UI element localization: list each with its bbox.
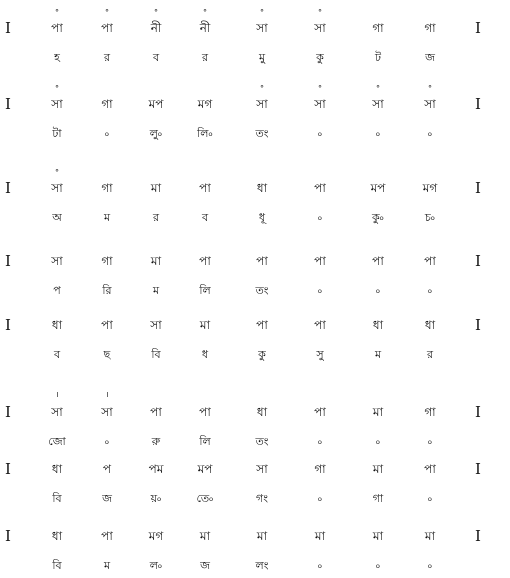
octave-dot: ° (318, 84, 322, 93)
swara-note: সা (101, 405, 113, 419)
swara-note: সা (256, 97, 268, 111)
lyric-syllable: টা (52, 127, 62, 140)
swara-note: মগ (197, 97, 213, 111)
lyric-syllable: জ (200, 559, 210, 572)
swara-note: ধা (51, 462, 63, 476)
lyric-syllable: ৹ (317, 127, 323, 140)
octave-dot: ° (55, 8, 59, 17)
swara-note: পা (256, 254, 268, 268)
lyric-row (0, 124, 510, 144)
swara-note: সা (314, 97, 326, 111)
swara-note: মা (372, 529, 384, 543)
swara-note: গা (372, 21, 384, 35)
swara-row (0, 168, 510, 198)
swara-note: মা (150, 254, 162, 268)
swara-note: পা (199, 181, 211, 195)
lyric-syllable: র (152, 211, 160, 224)
barline-right: I (475, 19, 481, 37)
swara-note: ধা (51, 529, 63, 543)
barline-right: I (475, 252, 481, 270)
swara-note: মা (150, 181, 162, 195)
barline-right: I (475, 460, 481, 478)
lyric-syllable: ৹ (104, 127, 110, 140)
swara-note: পা (314, 405, 326, 419)
swara-note: মা (372, 462, 384, 476)
swara-note: মা (199, 318, 211, 332)
swara-note: পা (372, 254, 384, 268)
octave-dot: ° (260, 8, 264, 17)
barline-left: I (5, 403, 11, 421)
lyric-syllable: ৹ (375, 284, 381, 297)
swara-note: সা (314, 21, 326, 35)
lyric-syllable: লি৹ (197, 127, 213, 140)
swara-note: গা (101, 97, 113, 111)
swara-note: পা (314, 254, 326, 268)
lyric-syllable: মু (258, 51, 266, 64)
lyric-syllable: ম (103, 559, 111, 572)
swara-note: ধা (372, 318, 384, 332)
swara-note: মা (424, 529, 436, 543)
swara-note: নী (199, 21, 211, 35)
lyric-row (0, 281, 510, 301)
lyric-syllable: য়৹ (150, 492, 162, 505)
lyric-syllable: তে৹ (196, 492, 214, 505)
lyric-row (0, 556, 510, 576)
lyric-syllable: তং (255, 435, 269, 448)
swara-note: মা (372, 405, 384, 419)
lyric-syllable: র (201, 51, 209, 64)
lyric-syllable: ৹ (427, 435, 433, 448)
lyric-syllable: হ (54, 51, 60, 64)
swara-row (0, 315, 510, 335)
lyric-syllable: অ (52, 211, 62, 224)
swara-note: সা (51, 254, 63, 268)
swara-note: পা (314, 181, 326, 195)
barline-left: I (5, 179, 11, 197)
lyric-syllable: র (426, 348, 434, 361)
lyric-syllable: ব (152, 51, 160, 64)
lyric-syllable: সু (316, 348, 324, 361)
lyric-syllable: ৹ (104, 435, 110, 448)
lyric-syllable: জ (102, 492, 112, 505)
lyric-syllable: ছ (103, 348, 111, 361)
swara-note: পা (150, 405, 162, 419)
swara-note: পা (424, 254, 436, 268)
barline-right: I (475, 403, 481, 421)
lyric-row (0, 48, 510, 68)
swara-row (0, 8, 510, 38)
swara-note: পা (314, 318, 326, 332)
barline-left: I (5, 95, 11, 113)
lyric-syllable: ম (374, 348, 382, 361)
swara-note: পা (256, 318, 268, 332)
swara-note: মপ (370, 181, 386, 195)
lyric-syllable: চ৹ (424, 211, 436, 224)
swara-note: পম (148, 462, 164, 476)
swara-row (0, 84, 510, 114)
swara-note: ধা (256, 181, 268, 195)
swara-note: ধা (51, 318, 63, 332)
lyric-syllable: ৹ (427, 284, 433, 297)
octave-dot: ° (376, 84, 380, 93)
lyric-syllable: বি (151, 348, 161, 361)
swara-note: পা (101, 529, 113, 543)
lyric-syllable: ৹ (427, 492, 433, 505)
octave-dot: ° (428, 84, 432, 93)
octave-dot: ° (55, 168, 59, 177)
lyric-syllable: ব (201, 211, 209, 224)
lyric-syllable: বি (52, 492, 62, 505)
swara-row (0, 390, 510, 422)
lyric-row (0, 489, 510, 509)
lyric-syllable: ৹ (317, 492, 323, 505)
swara-note: পা (101, 21, 113, 35)
swara-note: পা (199, 405, 211, 419)
swara-note: সা (51, 97, 63, 111)
lyric-syllable: ৹ (317, 211, 323, 224)
lyric-syllable: ৹ (317, 559, 323, 572)
octave-dot: ° (203, 8, 207, 17)
lyric-syllable: ম (103, 211, 111, 224)
lyric-syllable: কু (258, 348, 266, 361)
barline-right: I (475, 316, 481, 334)
lyric-syllable: ৹ (317, 284, 323, 297)
lyric-syllable: গা (372, 492, 384, 505)
swara-note: গা (314, 462, 326, 476)
swara-note: সা (51, 181, 63, 195)
lyric-syllable: বি (52, 559, 62, 572)
swara-note: মা (199, 529, 211, 543)
barline-left: I (5, 460, 11, 478)
lyric-syllable: ম (152, 284, 160, 297)
swara-note: সা (256, 462, 268, 476)
lyric-syllable: তং (255, 284, 269, 297)
swara-note: মগ (148, 529, 164, 543)
lyric-syllable: জ (425, 51, 435, 64)
barline-left: I (5, 527, 11, 545)
lyric-syllable: কু (316, 51, 324, 64)
swara-note: মগ (422, 181, 438, 195)
swara-note: সা (51, 405, 63, 419)
swara-row (0, 251, 510, 271)
lyric-syllable: তং (255, 127, 269, 140)
swara-note: সা (256, 21, 268, 35)
octave-dot: ° (154, 8, 158, 17)
swara-note: ধা (256, 405, 268, 419)
lyric-syllable: ৹ (375, 127, 381, 140)
lyric-syllable: ট (375, 51, 381, 64)
lyric-syllable: প (53, 284, 61, 297)
stroke-mark: । (55, 390, 59, 399)
lyric-syllable: ধ (201, 348, 209, 361)
octave-dot: ° (105, 8, 109, 17)
barline-right: I (475, 95, 481, 113)
swara-note: গা (101, 254, 113, 268)
swara-note: মা (314, 529, 326, 543)
octave-dot: ° (318, 8, 322, 17)
lyric-syllable: ল৹ (149, 559, 163, 572)
swara-row (0, 526, 510, 546)
lyric-row (0, 345, 510, 365)
lyric-syllable: ৹ (427, 559, 433, 572)
lyric-syllable: লু৹ (149, 127, 163, 140)
swara-note: পা (51, 21, 63, 35)
lyric-syllable: ধূ (258, 211, 266, 224)
lyric-syllable: লং (255, 559, 269, 572)
swara-note: গা (424, 405, 436, 419)
swara-note: নী (150, 21, 162, 35)
lyric-syllable: ৹ (375, 559, 381, 572)
swara-row (0, 459, 510, 479)
swara-note: পা (199, 254, 211, 268)
swara-note: সা (150, 318, 162, 332)
stroke-mark: । (105, 390, 109, 399)
barline-right: I (475, 527, 481, 545)
barline-right: I (475, 179, 481, 197)
swara-note: সা (372, 97, 384, 111)
octave-dot: ° (260, 84, 264, 93)
lyric-syllable: রি (102, 284, 112, 297)
lyric-row (0, 432, 510, 452)
swara-note: সা (424, 97, 436, 111)
swara-note: প (102, 462, 112, 476)
lyric-syllable: লি (199, 284, 211, 297)
lyric-syllable: গং (256, 492, 268, 505)
swara-note: পা (101, 318, 113, 332)
swara-note: মপ (148, 97, 164, 111)
swara-note: পা (424, 462, 436, 476)
swara-note: মপ (197, 462, 213, 476)
lyric-syllable: কু৹ (371, 211, 385, 224)
swara-note: গা (101, 181, 113, 195)
lyric-syllable: জো (48, 435, 66, 448)
octave-dot: ° (55, 84, 59, 93)
lyric-row (0, 208, 510, 228)
lyric-syllable: লি (199, 435, 211, 448)
lyric-syllable: ৹ (317, 435, 323, 448)
swara-note: মা (256, 529, 268, 543)
lyric-syllable: ব (53, 348, 61, 361)
lyric-syllable: ৹ (427, 127, 433, 140)
barline-left: I (5, 316, 11, 334)
lyric-syllable: ৹ (375, 435, 381, 448)
swara-note: গা (424, 21, 436, 35)
barline-left: I (5, 252, 11, 270)
barline-left: I (5, 19, 11, 37)
swara-note: ধা (424, 318, 436, 332)
lyric-syllable: রু (151, 435, 161, 448)
lyric-syllable: র (103, 51, 111, 64)
